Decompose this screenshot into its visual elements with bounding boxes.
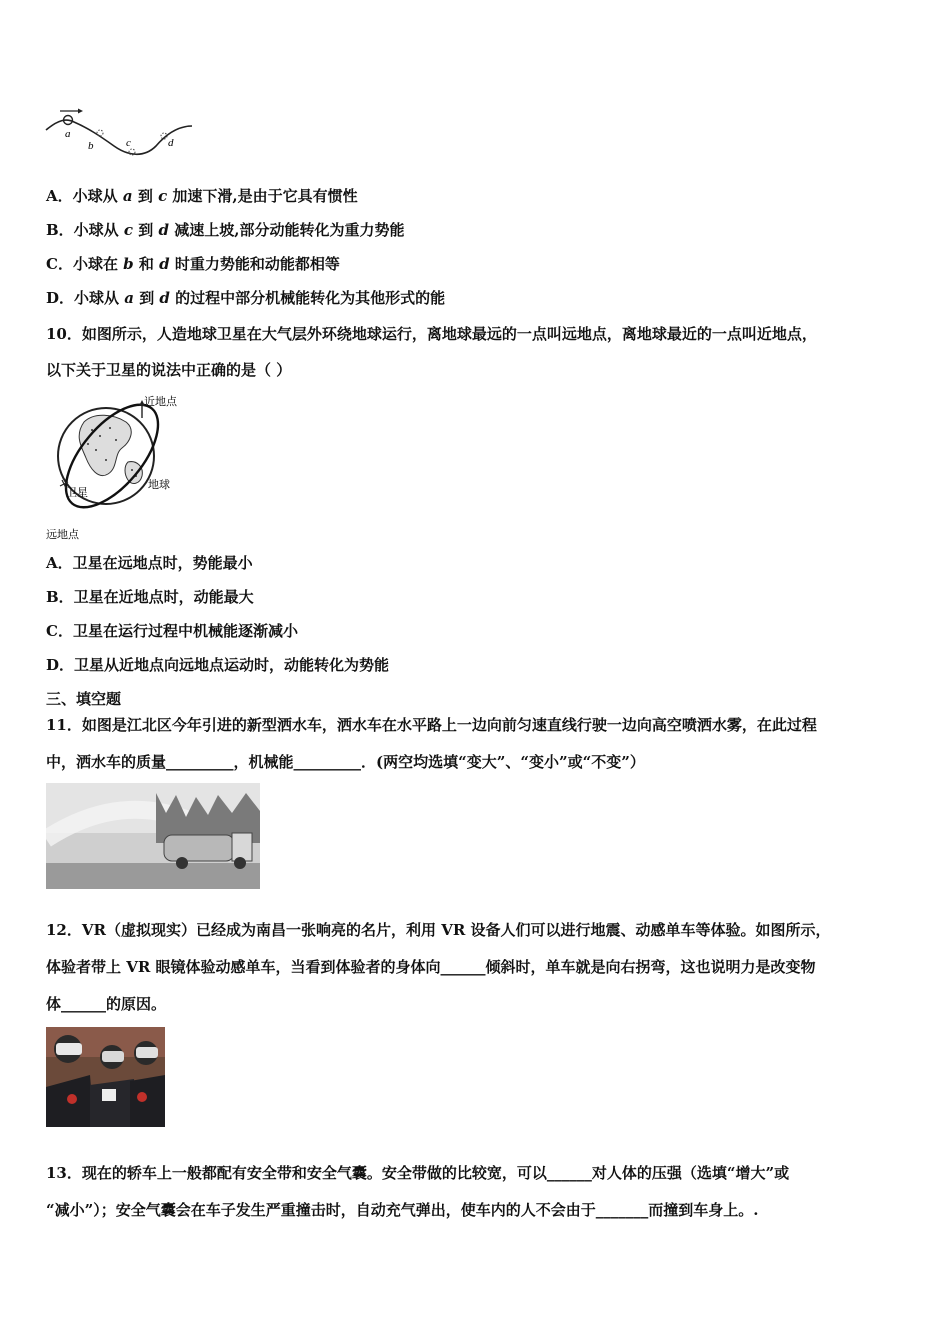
- q10-option-b: B．卫星在近地点时，动能最大: [46, 588, 254, 606]
- q12-line2: 体验者带上 VR 眼镜体验动感单车，当看到体验者的身体向______倾斜时，单车就是向右拐弯，这也说明力是改变物: [46, 958, 816, 976]
- q12-line1: 12．VR（虚拟现实）已经成为南昌一张响亮的名片，利用 VR 设备人们可以进行地震、动感单车等体验。如图所示，: [46, 921, 831, 939]
- point-d-label: d: [168, 137, 174, 149]
- perigee-label: 近地点: [144, 395, 177, 408]
- q9-option-a: A．小球从 a 到 c 加速下滑,是由于它具有惯性: [46, 187, 358, 205]
- vr-audience-photo: [46, 1027, 165, 1127]
- q10-option-a: A．卫星在远地点时，势能最小: [46, 554, 253, 572]
- q10-option-c: C．卫星在运行过程中机械能逐渐减小: [46, 622, 298, 640]
- q13-line1: 13．现在的轿车上一般都配有安全带和安全气囊。安全带做的比较宽，可以______对人体的压强（选填“增大”或: [46, 1164, 790, 1182]
- q11-line2: 中，洒水车的质量_________，机械能_________．(两空均选填“变大”、“变小”或“不变”）: [46, 753, 645, 771]
- q10-stem-line1: 10．如图所示，人造地球卫星在大气层外环绕地球运行，离地球最远的一点叫远地点，离地球最近的一点叫近地点，: [46, 325, 817, 343]
- point-a-label: a: [65, 128, 71, 140]
- apogee-label: 远地点: [46, 528, 79, 541]
- satellite-orbit-figure: [44, 392, 194, 542]
- q10-stem-line2: 以下关于卫星的说法中正确的是（ ）: [46, 361, 292, 379]
- wavy-track-figure: [44, 106, 196, 162]
- q9-option-b: B．小球从 c 到 d 减速上坡,部分动能转化为重力势能: [46, 221, 405, 239]
- q13-line2: “减小”）；安全气囊会在车子发生严重撞击时，自动充气弹出，使车内的人不会由于_______而撞到车身上。.: [46, 1201, 759, 1219]
- satellite-label: 卫星: [66, 486, 88, 499]
- q9-option-d: D．小球从 a 到 d 的过程中部分机械能转化为其他形式的能: [46, 289, 446, 307]
- point-b-label: b: [88, 140, 94, 152]
- q10-option-d: D．卫星从近地点向远地点运动时，动能转化为势能: [46, 656, 390, 674]
- sprinkler-truck-photo: [46, 783, 260, 889]
- q9-option-c: C．小球在 b 和 d 时重力势能和动能都相等: [46, 255, 340, 273]
- q12-line3: 体______的原因。: [46, 995, 167, 1013]
- section-fill-in-heading: 三、填空题: [46, 690, 122, 708]
- earth-label: 地球: [148, 478, 170, 491]
- q11-line1: 11．如图是江北区今年引进的新型洒水车，洒水车在水平路上一边向前匀速直线行驶一边向高空喷洒水雾，在此过程: [46, 716, 817, 734]
- point-c-label: c: [126, 137, 131, 149]
